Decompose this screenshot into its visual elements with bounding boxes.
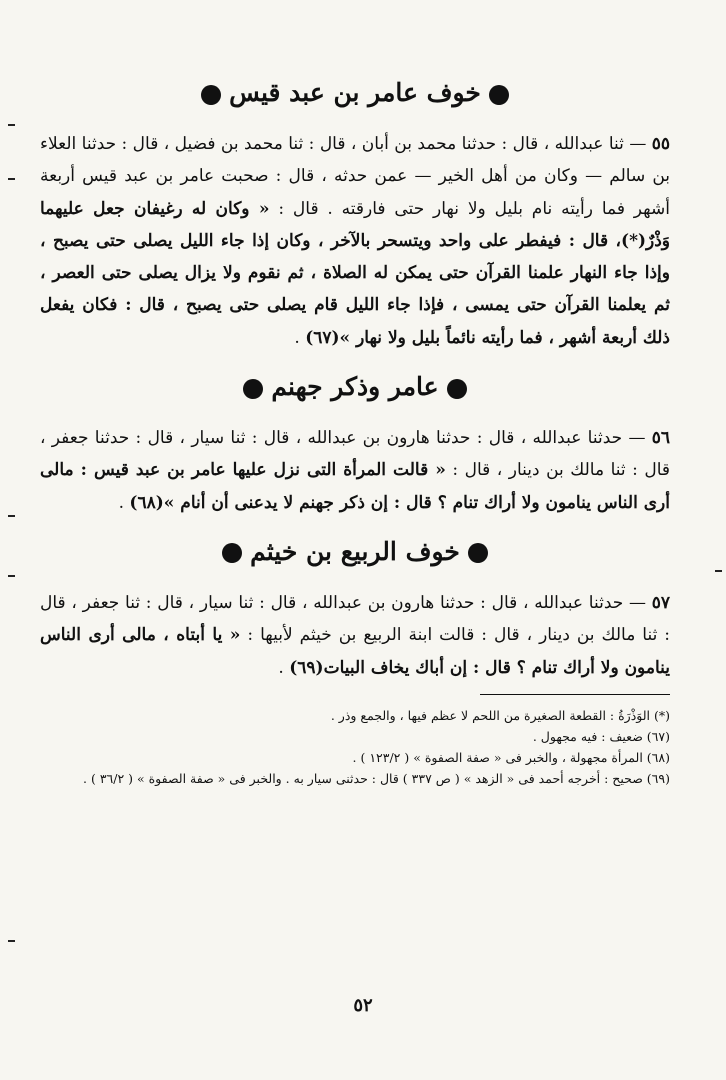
matn-text: « وكان له رغيفان جعل عليهما وَذْرٌ(*)، قال : فيفطر على واحد ويتسحر بالآخر ، وكان إذا جاء الليل يصلى حتى يصبح ، وإذا جاء النهار علمنا القرآن حتى يمكن له الصلاة ، ثم نقوم ولا يزال يصلى حتى العصر ، ثم يعلمنا القرآن حتى يمسى ، فإذا جاء الليل قام يصلى حتى يصبح ، قال : فكان يفعل ذلك أربعة أشهر ، فما رأيته نائماً بليل ولا نهار »(٦٧) [40,198,670,348]
matn-text: « يا أبتاه ، مالى أرى الناس ينامون ولا أراك تنام ؟ قال : إن أباك يخاف البيات(٦٩) [40,625,670,678]
book-page [40,70,670,789]
narration-number: ٥٥ [651,134,670,154]
bullet-icon [201,85,221,105]
dash: — [623,134,652,154]
narration-number: ٥٧ [651,592,670,613]
isnad-text: حدثنا عبدالله ، قال : حدثنا هارون بن عبدالله ، قال : ثنا سيار ، قال : حدثنا جعفر ، قال : ثنا مالك بن دينار ، قال : [40,428,671,481]
section-heading: خوف عامر بن عبد قيس [40,70,670,116]
bullet-icon [489,85,509,105]
footnote: (٦٧) ضعيف : فيه مجهول . [532,728,670,744]
narration-paragraph: ٥٦ — حدثنا عبدالله ، قال : حدثنا هارون بن عبدالله ، قال : ثنا سيار ، قال : حدثنا جعفر ، قال : ثنا مالك بن دينار ، قال : « قالت المرأة التى نزل عليها عامر بن عبد قيس : مالى أرى الناس ينامون ولا أراك تنام ؟ قال : إن ذكر جهنم لا يدعنى أن أنام »(٦٨) . [40,428,671,513]
margin-mark [8,124,15,126]
footnote-divider [480,694,670,695]
margin-mark [715,570,722,572]
isnad-text: حدثنا عبدالله ، قال : حدثنا هارون بن عبدالله ، قال : ثنا سيار ، قال : ثنا جعفر ، قال : ثنا مالك بن دينار ، قال : قالت ابنة الربيع بن خيثم لأبيها : [40,592,671,646]
footnote: (٦٩) صحيح : أخرجه أحمد فى « الزهد » ( ص ٣٣٧ ) قال : حدثنى سيار به . والخبر فى « صفة الصفوة » ( ٣٦/٢ ) . [83,770,670,786]
bullet-icon [243,379,263,399]
isnad-text: ثنا عبدالله ، قال : حدثنا محمد بن أبان ، قال : ثنا محمد بن فضيل ، قال : حدثنا العلاء بن سالم — وكان من أهل الخير — عمن حدثه ، قال : صحبت عامر بن عبد قيس أربعة أشهر فما رأيته نام بليل ولا نهار حتى فارقته . قال : [40,134,670,219]
dash: — [623,592,652,613]
bullet-icon [468,543,488,563]
section-amir-fear [40,70,670,354]
section-amir-hell [40,364,670,519]
footnotes [40,705,670,789]
section-rabi-fear [40,529,670,684]
narration-paragraph: ٥٥ — ثنا عبدالله ، قال : حدثنا محمد بن أبان ، قال : ثنا محمد بن فضيل ، قال : حدثنا العلاء بن سالم — وكان من أهل الخير — عمن حدثه ، قال : صحبت عامر بن عبد قيس أربعة أشهر فما رأيته نام بليل ولا نهار حتى فارقته . قال : « وكان له رغيفان جعل عليهما وَذْرٌ(*)، قال : فيفطر على واحد ويتسحر بالآخر ، وكان إذا جاء الليل يصلى حتى يصبح ، وإذا جاء النهار علمنا القرآن حتى يمكن له الصلاة ، ثم نقوم ولا يزال يصلى حتى العصر ، ثم يعلمنا القرآن حتى يمسى ، فإذا جاء الليل قام يصلى حتى يصبح ، قال : فكان يفعل ذلك أربعة أشهر ، فما رأيته نائماً بليل ولا نهار »(٦٧) . [40,134,670,348]
footnote: (*) الوَذْرَةُ : القطعة الصغيرة من اللحم لا عظم فيها ، والجمع وذر . [330,707,670,723]
section-heading: عامر وذكر جهنم [40,364,670,410]
margin-mark [8,178,15,180]
footnote: (٦٨) المرأة مجهولة ، والخبر فى « صفة الصفوة » ( ١٢٣/٢ ) . [352,749,670,765]
narration-number: ٥٦ [651,428,671,449]
margin-mark [8,575,15,577]
margin-mark [8,940,15,942]
dash: — [622,428,652,449]
bullet-icon [222,543,242,563]
bullet-icon [447,379,467,399]
margin-mark [8,515,15,517]
page-number: ٥٢ [353,995,373,1016]
narration-paragraph: ٥٧ — حدثنا عبدالله ، قال : حدثنا هارون بن عبدالله ، قال : ثنا سيار ، قال : ثنا جعفر ، قال : ثنا مالك بن دينار ، قال : قالت ابنة الربيع بن خيثم لأبيها : « يا أبتاه ، مالى أرى الناس ينامون ولا أراك تنام ؟ قال : إن أباك يخاف البيات(٦٩) . [40,592,671,678]
section-heading: خوف الربيع بن خيثم [40,529,670,575]
matn-text: « قالت المرأة التى نزل عليها عامر بن عبد قيس : مالى أرى الناس ينامون ولا أراك تنام ؟ قال : إن ذكر جهنم لا يدعنى أن أنام »(٦٨) [40,460,670,513]
